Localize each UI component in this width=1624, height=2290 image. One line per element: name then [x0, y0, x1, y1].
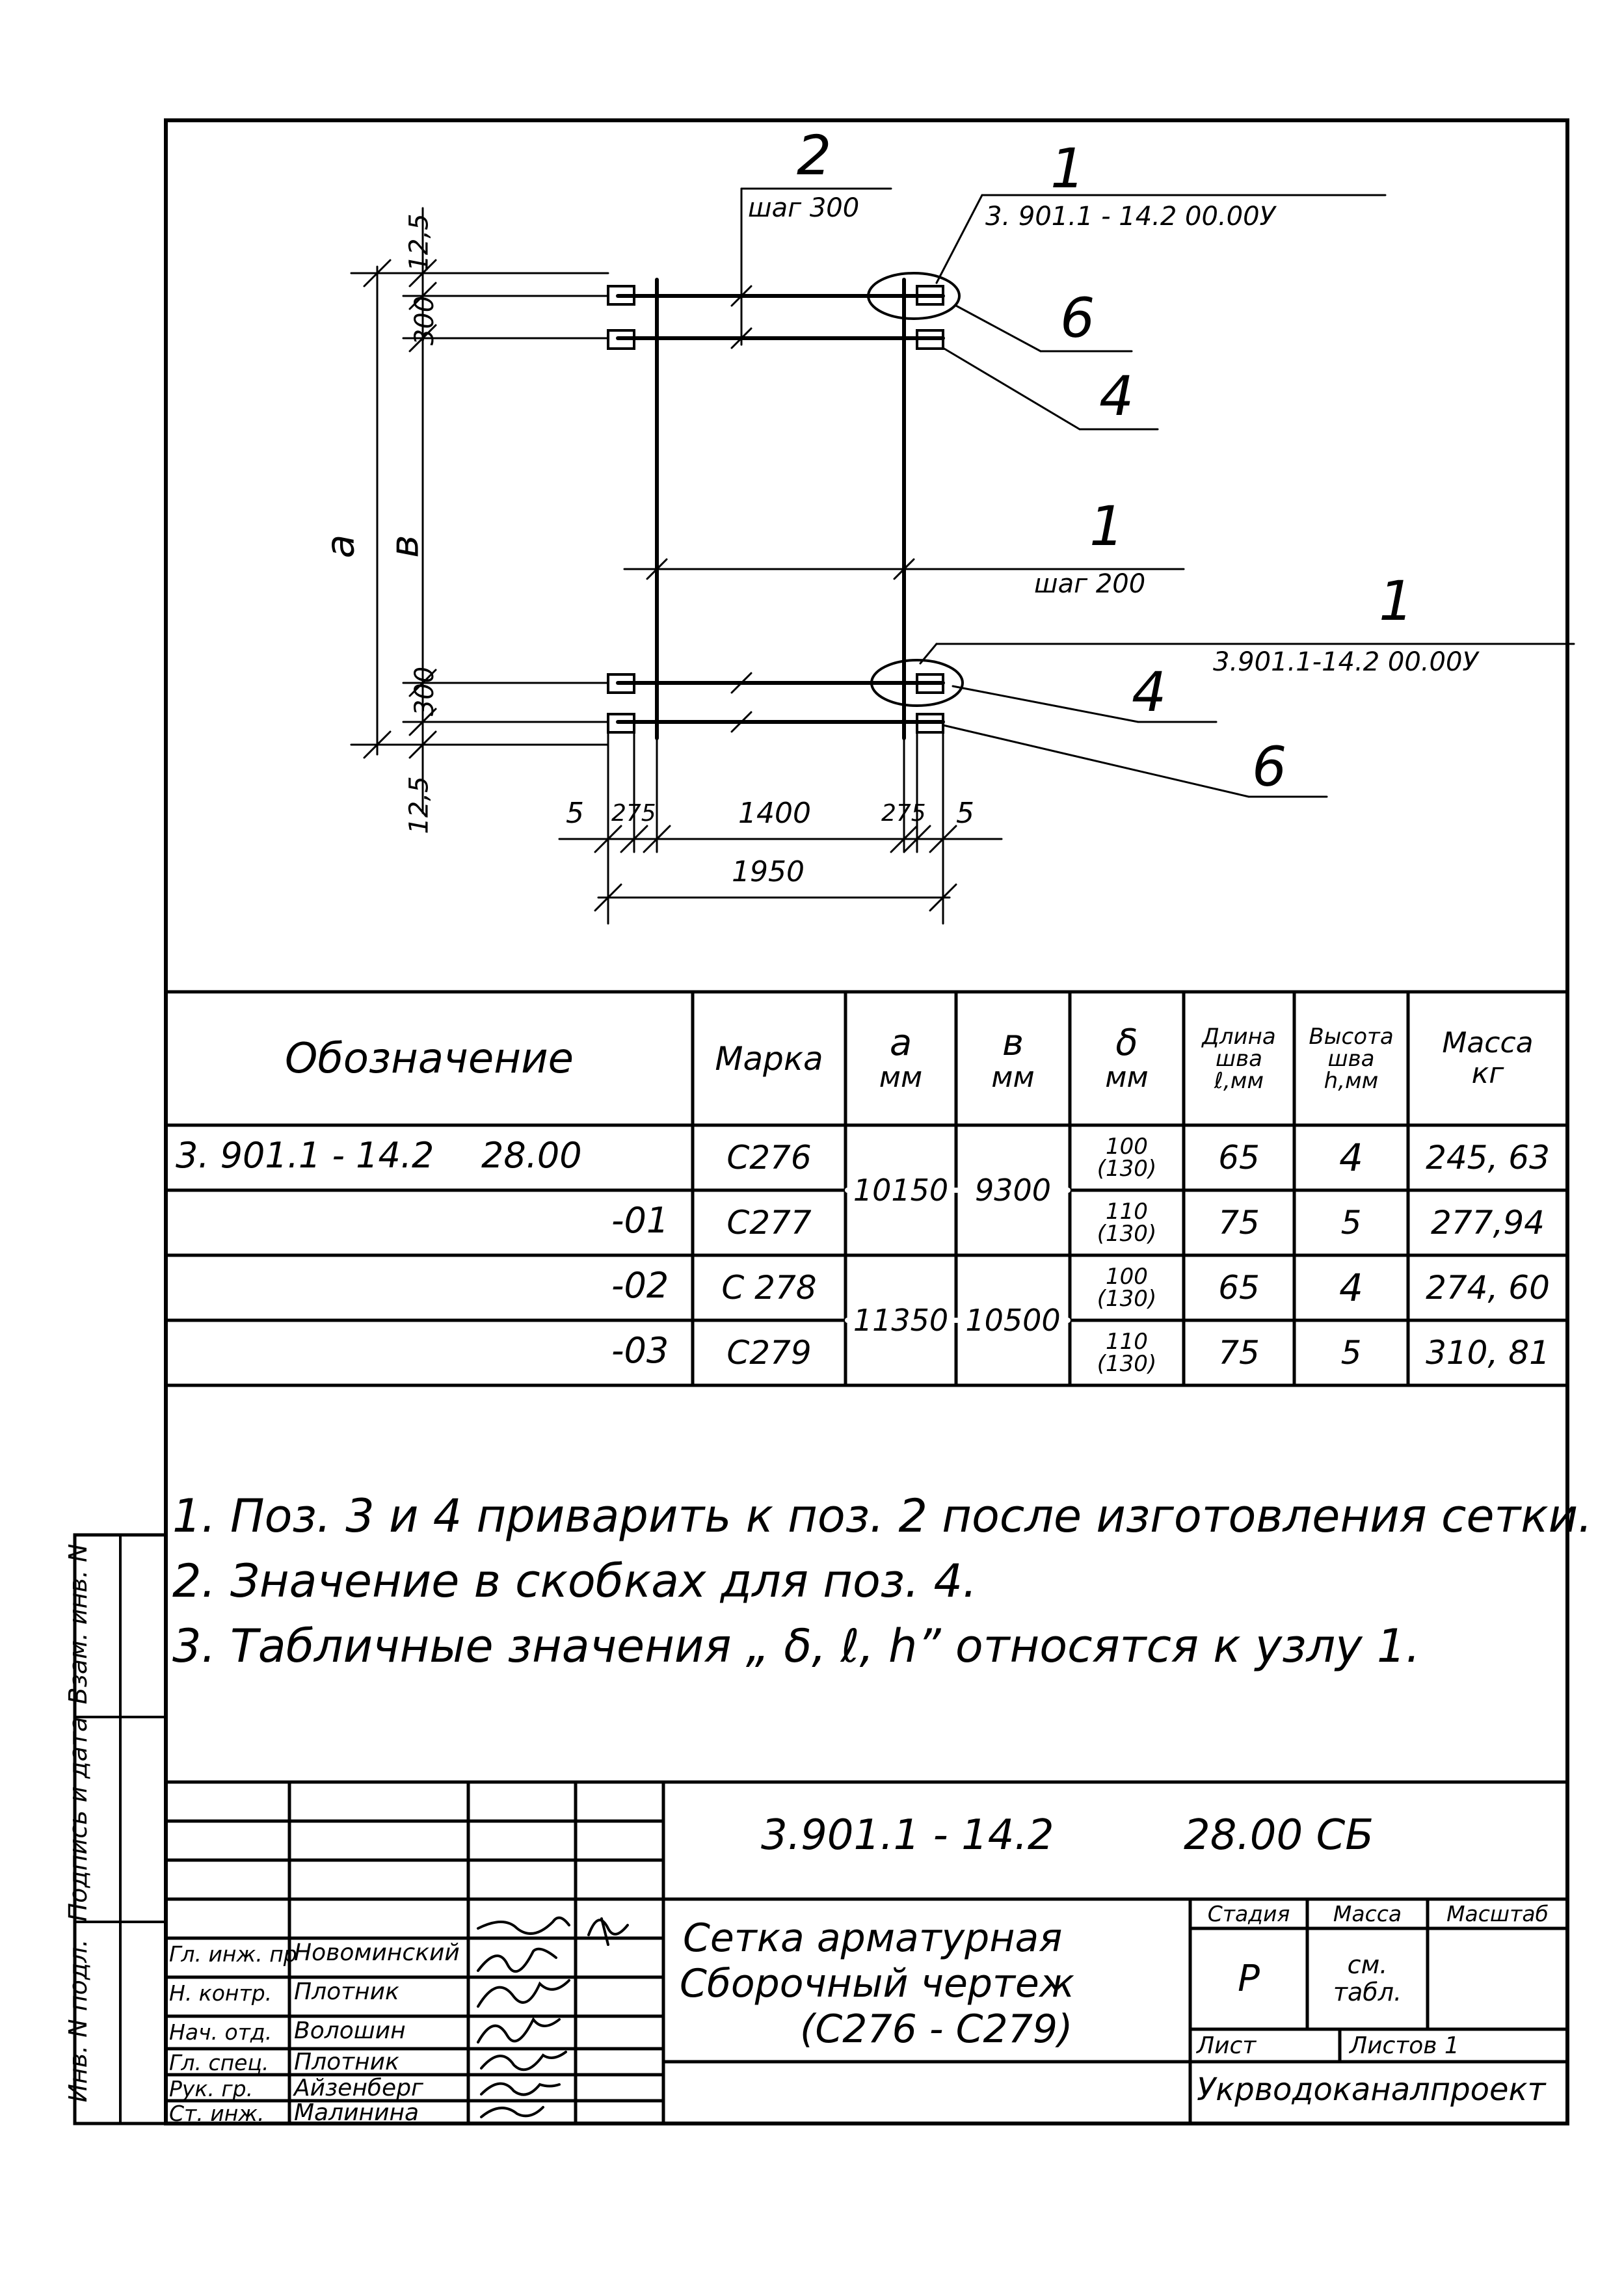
header-b-symbol: в	[1002, 1022, 1024, 1064]
mass-label: Масса	[1333, 1901, 1402, 1926]
header-designation: Обозначение	[284, 1034, 574, 1083]
row1-suffix: 28.00	[481, 1135, 582, 1176]
callout-pos4-bot-number: 4	[1132, 660, 1167, 724]
callout-pos4-top-number: 4	[1099, 364, 1134, 428]
header-mass-label: Масса	[1442, 1026, 1534, 1060]
person-name-1: Новоминский	[294, 1939, 460, 1966]
row1-delta	[1070, 1125, 1184, 1190]
row1-weld-height: 4	[1339, 1136, 1363, 1180]
note-1: 1. Поз. 3 и 4 приварить к поз. 2 после изготовления сетки.	[172, 1489, 1593, 1543]
header-delta-symbol: δ	[1115, 1022, 1138, 1064]
header-a-symbol: а	[889, 1022, 912, 1064]
row1-code: 3. 901.1 - 14.2	[176, 1135, 434, 1176]
callout-pos6-top-number: 6	[1060, 286, 1095, 350]
dim-bottom-5-left: 5	[566, 797, 584, 830]
dim-left-top-300: 300	[410, 295, 440, 346]
row1-weld-length: 65	[1218, 1139, 1260, 1177]
sheets-label: Листов 1	[1350, 2032, 1459, 2059]
person-name-3: Волошин	[294, 2017, 406, 2044]
mass-value-2: табл.	[1333, 1977, 1402, 2006]
callout-pos2-label: шаг 300	[748, 193, 860, 223]
row3-delta	[1070, 1255, 1184, 1320]
row2-mass: 277,94	[1431, 1204, 1545, 1242]
person-role-5: Рук. гр.	[169, 2076, 254, 2101]
header-mass-unit: кг	[1471, 1056, 1504, 1090]
header-mass	[1408, 992, 1567, 1125]
header-weld-length	[1184, 992, 1294, 1125]
header-weld-length-2: шва	[1216, 1045, 1262, 1072]
stage-value: Р	[1238, 1958, 1260, 2000]
row4-suffix: -03	[611, 1330, 669, 1371]
title-line-2: Сборочный чертеж	[680, 1961, 1074, 2006]
row4-delta-bottom: (130)	[1097, 1351, 1157, 1377]
person-name-4: Плотник	[294, 2049, 399, 2075]
person-role-4: Гл. спец.	[169, 2050, 269, 2075]
header-mark: Марка	[715, 1039, 823, 1078]
header-weld-height-2: шва	[1327, 1045, 1375, 1072]
row3-weld-height: 4	[1339, 1266, 1363, 1310]
merged-b-2: 10500	[965, 1303, 1061, 1338]
dim-left-bot-300: 300	[410, 666, 440, 717]
row3-suffix: -02	[611, 1265, 669, 1306]
sheet-label: Лист	[1197, 2032, 1257, 2059]
person-name-5: Айзенберг	[294, 2075, 423, 2101]
header-weld-length-3: ℓ,мм	[1214, 1067, 1264, 1094]
dim-a: а	[317, 534, 364, 559]
row4-weld-length: 75	[1218, 1334, 1260, 1372]
callout-pos1-mid-label: шаг 200	[1034, 569, 1146, 599]
callout-pos6-bot-number: 6	[1252, 735, 1287, 799]
header-delta	[1070, 992, 1184, 1125]
strip-vzam-inv: Взам. инв. N	[64, 1543, 92, 1705]
strip-podpis-data: Подпись и дата	[64, 1716, 92, 1922]
row2-weld-length: 75	[1218, 1204, 1260, 1242]
dim-b: в	[382, 535, 428, 558]
row3-delta-bottom: (130)	[1097, 1286, 1157, 1312]
organization: Укрводоканалпроект	[1197, 2071, 1546, 2108]
row3-mass: 274, 60	[1426, 1269, 1550, 1307]
row2-delta	[1070, 1190, 1184, 1255]
header-weld-height-1: Высота	[1309, 1023, 1394, 1050]
row3-weld-length: 65	[1218, 1269, 1260, 1307]
row2-delta-top: 110	[1106, 1199, 1148, 1225]
header-b-unit: мм	[991, 1060, 1035, 1094]
mass-value	[1307, 1928, 1428, 2029]
row2-weld-height: 5	[1340, 1204, 1362, 1242]
mass-value-1: см.	[1347, 1950, 1388, 1979]
merged-b-1: 9300	[974, 1173, 1052, 1208]
header-delta-unit: мм	[1105, 1060, 1149, 1094]
person-name-6: Малинина	[294, 2099, 419, 2126]
row1-mass: 245, 63	[1426, 1139, 1550, 1177]
row3-delta-top: 100	[1106, 1264, 1148, 1290]
doc-code: 3.901.1 - 14.2	[761, 1811, 1054, 1859]
title-line-1: Сетка арматурная	[683, 1915, 1063, 1961]
dim-bottom-275-left: 275	[611, 800, 656, 827]
row4-weld-height: 5	[1340, 1334, 1362, 1372]
row3-mark: С 278	[721, 1269, 817, 1307]
row2-suffix: -01	[611, 1200, 669, 1241]
mesh-drawing	[618, 280, 943, 738]
dim-left-top-12-5: 12,5	[404, 213, 434, 272]
header-weld-height	[1294, 992, 1408, 1125]
header-a-unit: мм	[879, 1060, 923, 1094]
dim-bottom-275-right: 275	[881, 800, 926, 827]
doc-suffix: 28.00 СБ	[1184, 1811, 1374, 1859]
dim-bottom-1400: 1400	[738, 797, 811, 830]
person-role-2: Н. контр.	[169, 1980, 273, 2006]
strip-inv-podl: Инв. N подл.	[64, 1939, 92, 2103]
header-weld-length-1: Длина	[1202, 1023, 1276, 1050]
plates	[608, 273, 963, 732]
person-role-3: Нач. отд.	[169, 2019, 273, 2045]
header-a	[845, 992, 956, 1125]
row2-delta-bottom: (130)	[1097, 1221, 1157, 1247]
row1-delta-bottom: (130)	[1097, 1156, 1157, 1182]
note-2: 2. Значение в скобках для поз. 4.	[172, 1554, 978, 1608]
callout-pos1-bot-number: 1	[1379, 569, 1414, 633]
row2-mark: С277	[726, 1204, 812, 1242]
dim-bottom-total-1950: 1950	[732, 855, 805, 888]
callout-pos1-bot-label: 3.901.1-14.2 00.00У	[1213, 647, 1478, 677]
callout-pos2-number: 2	[797, 124, 832, 187]
person-name-2: Плотник	[294, 1978, 399, 2005]
stage-label: Стадия	[1207, 1901, 1290, 1926]
row4-mass: 310, 81	[1426, 1334, 1550, 1372]
row4-mark: С279	[726, 1334, 812, 1372]
header-b	[956, 992, 1070, 1125]
row4-delta-top: 110	[1106, 1329, 1148, 1355]
title-line-3: (С276 - С279)	[800, 2006, 1073, 2052]
dim-left-bot-12-5: 12,5	[404, 776, 434, 834]
row4-delta	[1070, 1320, 1184, 1385]
scale-label: Масштаб	[1446, 1901, 1549, 1926]
dim-bottom-5-right: 5	[956, 797, 974, 830]
note-3: 3. Табличные значения „ δ, ℓ, h” относятся к узлу 1.	[172, 1619, 1420, 1673]
header-weld-height-3: h,мм	[1324, 1067, 1379, 1094]
row1-mark: С276	[726, 1139, 812, 1177]
merged-a-2: 11350	[853, 1303, 949, 1338]
person-role-6: Ст. инж.	[169, 2101, 265, 2126]
callout-pos1-top-label: 3. 901.1 - 14.2 00.00У	[985, 202, 1275, 232]
merged-a-1: 10150	[853, 1173, 949, 1208]
person-role-1: Гл. инж. пр	[169, 1941, 297, 1967]
callout-pos1-mid-number: 1	[1089, 494, 1125, 558]
row1-delta-top: 100	[1106, 1134, 1148, 1160]
callout-pos1-top-number: 1	[1050, 137, 1085, 200]
